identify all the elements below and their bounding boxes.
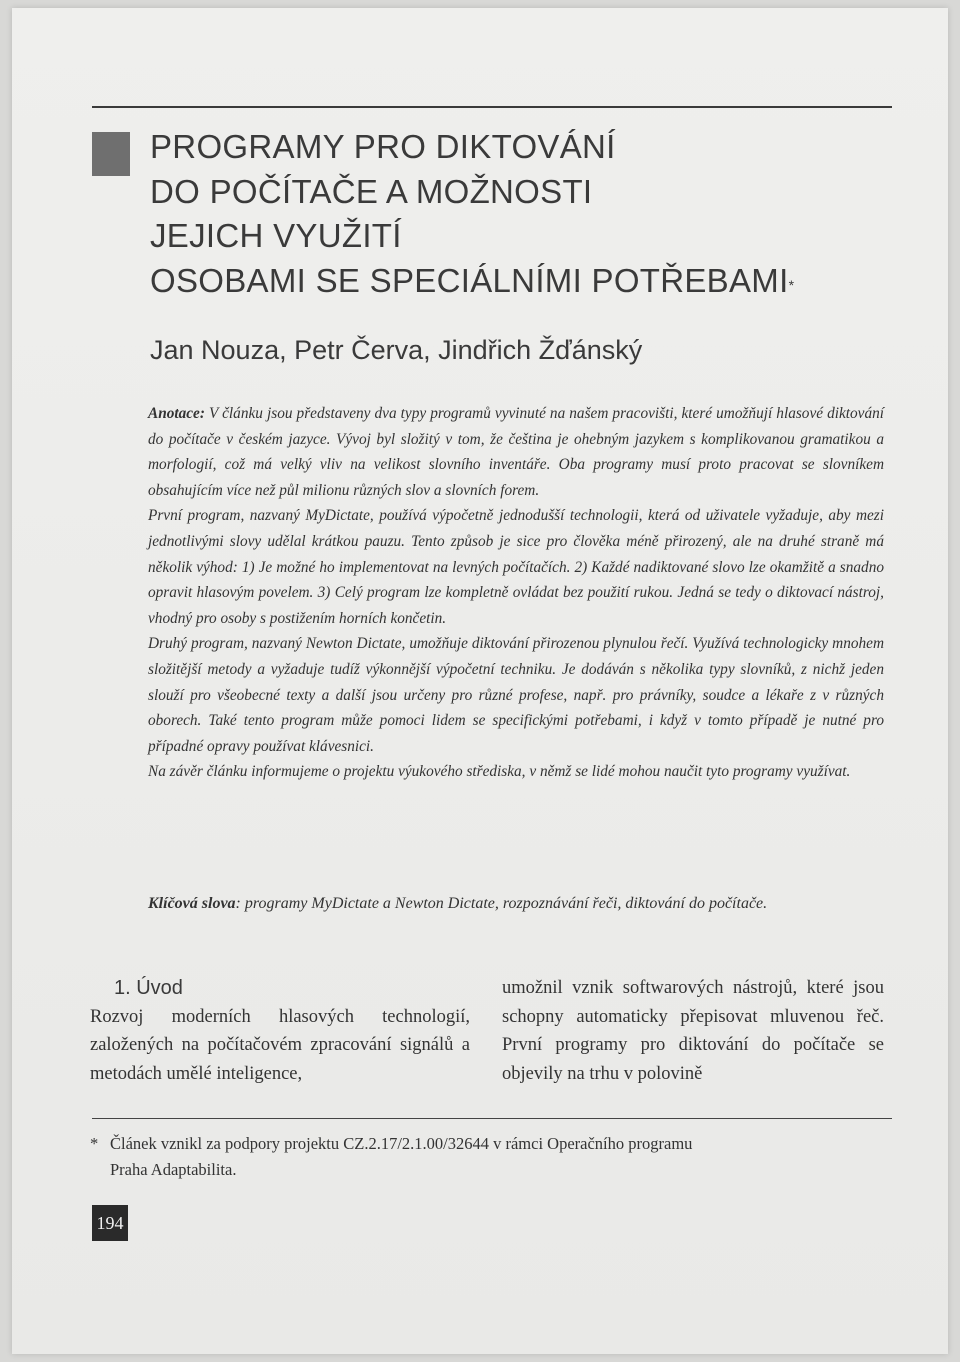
keywords	[148, 891, 884, 917]
keywords-text: : programy MyDictate a Newton Dictate, rozpoznávání řeči, diktování do počítače.	[235, 895, 768, 912]
title-footnote-mark: *	[788, 276, 795, 293]
page-number: 194	[92, 1205, 128, 1241]
abstract	[148, 401, 884, 785]
body-column-left	[90, 974, 470, 1088]
abstract-text: V článku jsou představeny dva typy programů vyvinuté na našem pracovišti, které umožňují hlasové diktování do počítače v českém jazyce. Vývoj byl složitý v tom, že čeština je ohebným jazykem s komplikovanou gramatikou a morfologií, což má velký vliv na velikost slovního inventáře. Oba programy musí proto pracovat se slovníkem obsahujícím více než půl milionu různých slov a slovních forem.	[148, 405, 885, 499]
title-line: JEJICH VYUŽITÍ	[150, 217, 402, 254]
section-heading: 1. Úvod	[114, 977, 183, 999]
body-paragraph: umožnil vznik softwarových nástrojů, které jsou schopny automaticky přepisovat mluvenou řeč. První programy pro diktování do počítače se objevily na trhu v polovině	[502, 978, 884, 1084]
abstract-paragraph	[148, 401, 884, 503]
title-line-text: OSOBAMI SE SPECIÁLNÍMI POTŘEBAMI	[150, 261, 789, 299]
footnote-text: Praha Adaptabilita.	[110, 1160, 237, 1179]
abstract-paragraph: Druhý program, nazvaný Newton Dictate, umožňuje diktování přirozenou plynulou řečí. Využívá technologicky mnohem složitější metody a vyžaduje tudíž výkonnější výpočetní techniku. Je dodáván s několika typy slovníků, z nichž jeden slouží pro všeobecné texty a další jsou určeny pro různé profese, např. pro právníky, soudce a lékaře z v různých oborech. Také tento program může pomoci lidem se specifickými potřebami, i když v tomto případě je nutné pro případné opravy používat klávesnici.	[148, 635, 884, 755]
abstract-paragraph: Na závěr článku informujeme o projektu výukového střediska, v němž se lidé mohou naučit tyto programy využívat.	[148, 763, 851, 781]
page	[12, 8, 948, 1354]
body-column-right	[502, 974, 884, 1088]
footnote-text: Článek vznikl za podpory projektu CZ.2.17/2.1.00/32644 v rámci Operačního programu	[110, 1134, 693, 1153]
footnote	[90, 1131, 890, 1183]
body-paragraph: Rozvoj moderních hlasových technologií, založených na počítačovém zpracování signálů a metodách umělé inteligence,	[90, 1006, 470, 1084]
title-line: PROGRAMY PRO DIKTOVÁNÍ	[150, 128, 616, 165]
title-line	[150, 259, 890, 304]
abstract-label: Anotace:	[148, 405, 205, 422]
footnote-mark: *	[90, 1134, 99, 1153]
abstract-paragraph: První program, nazvaný MyDictate, používá výpočetně jednodušší technologii, která od uživatele vyžaduje, aby mezi jednotlivými slovy udělal krátkou pauzu. Tento způsob je sice pro člověka méně přirozený, ale na druhé straně má několik výhod: 1) Je možné ho implementovat na levných počítačích. 2) Každé nadiktované slovo lze okamžitě a snadno opravit hlasovým povelem. 3) Celý program lze kompletně ovládat bez použití rukou. Jedná se tedy o diktovací nástroj, vhodný pro osoby s postižením horních končetin.	[148, 507, 884, 627]
article-title	[150, 125, 890, 303]
authors: Jan Nouza, Petr Červa, Jindřich Žďánský	[150, 335, 643, 365]
top-rule	[92, 106, 892, 108]
footnote-rule	[92, 1118, 892, 1119]
title-marker-block	[92, 132, 130, 176]
title-line: DO POČÍTAČE A MOŽNOSTI	[150, 172, 593, 210]
keywords-label: Klíčová slova	[148, 895, 236, 912]
